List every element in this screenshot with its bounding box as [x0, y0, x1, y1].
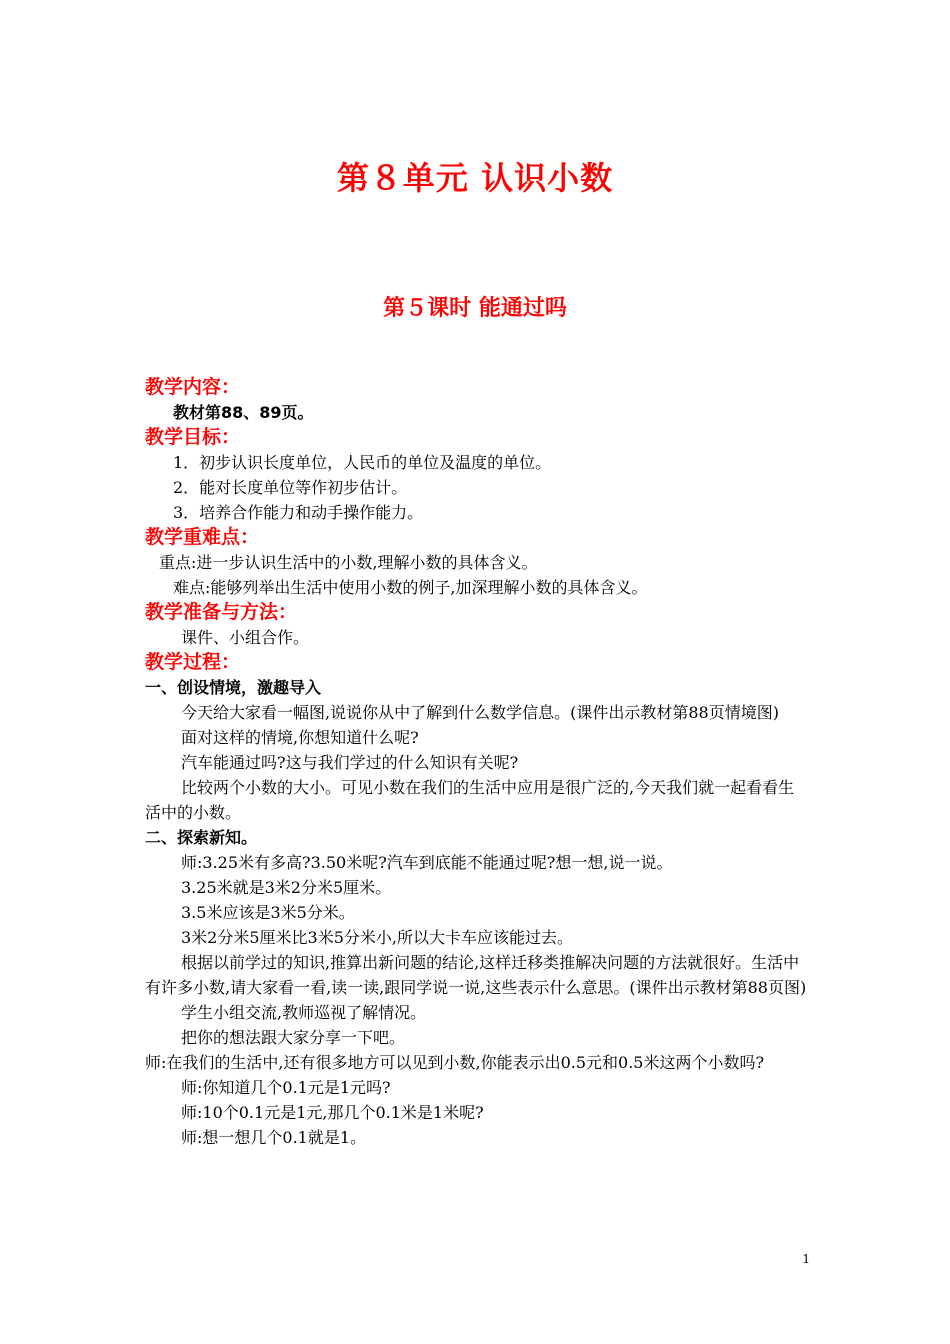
difficult-point: 难点:能够列举出生活中使用小数的例子,加深理解小数的具体含义。 [173, 578, 648, 597]
section-heading-content: 教学内容： [145, 376, 241, 398]
paragraph: 今天给大家看一幅图,说说你从中了解到什么数学信息。(课件出示教材第88页情境图) [181, 703, 779, 722]
paragraph: 师:3.25米有多高?3.50米呢?汽车到底能不能通过呢?想一想,说一说。 [181, 853, 673, 872]
paragraph: 学生小组交流,教师巡视了解情况。 [181, 1003, 427, 1022]
page-number: 1 [802, 1252, 810, 1266]
unit-title: 第８单元 认识小数 [336, 159, 614, 197]
paragraph: 面对这样的情境,你想知道什么呢? [181, 728, 419, 747]
content-text: 教材第88、89页。 [173, 403, 314, 422]
paragraph: 把你的想法跟大家分享一下吧。 [181, 1028, 406, 1047]
paragraph: 师:想一想几个0.1就是1。 [181, 1128, 367, 1147]
lesson-title: 第５课时 能通过吗 [383, 296, 567, 321]
paragraph: 师:在我们的生活中,还有很多地方可以见到小数,你能表示出0.5元和0.5米这两个小数吗? [145, 1053, 765, 1072]
paragraph: 3米2分米5厘米比3米5分米小,所以大卡车应该能过去。 [181, 928, 573, 947]
lesson-body [145, 375, 810, 1150]
paragraph: 3.25米就是3米2分米5厘米。 [181, 878, 392, 897]
goal-item: 1．初步认识长度单位，人民币的单位及温度的单位。 [173, 453, 552, 472]
section-heading-goals: 教学目标： [145, 426, 241, 448]
paragraph: 汽车能通过吗?这与我们学过的什么知识有关呢? [181, 753, 519, 772]
section-heading-process: 教学过程： [145, 651, 241, 673]
part1-heading: 一、创设情境，激趣导入 [145, 678, 322, 697]
section-heading-preparation: 教学准备与方法： [145, 601, 298, 623]
part2-heading: 二、探索新知。 [145, 828, 258, 847]
goal-item: 2．能对长度单位等作初步估计。 [173, 478, 408, 497]
goal-item: 3．培养合作能力和动手操作能力。 [173, 503, 424, 522]
preparation-text: 课件、小组合作。 [181, 628, 310, 647]
paragraph: 师:你知道几个0.1元是1元吗? [181, 1078, 391, 1097]
paragraph: 根据以前学过的知识,推算出新问题的结论,这样迁移类推解决问题的方法就很好。生活中有许多小数,请大家看一看,读一读,跟同学说一说,这些表示什么意思。(课件出示教材第88页图) [145, 953, 807, 997]
paragraph: 3.5米应该是3米5分米。 [181, 903, 355, 922]
key-point: 重点:进一步认识生活中的小数,理解小数的具体含义。 [159, 553, 538, 572]
section-heading-key-points: 教学重难点： [145, 526, 260, 548]
paragraph: 师:10个0.1元是1元,那几个0.1米是1米呢? [181, 1103, 484, 1122]
paragraph: 比较两个小数的大小。可见小数在我们的生活中应用是很广泛的,今天我们就一起看看生活中的小数。 [145, 778, 795, 822]
